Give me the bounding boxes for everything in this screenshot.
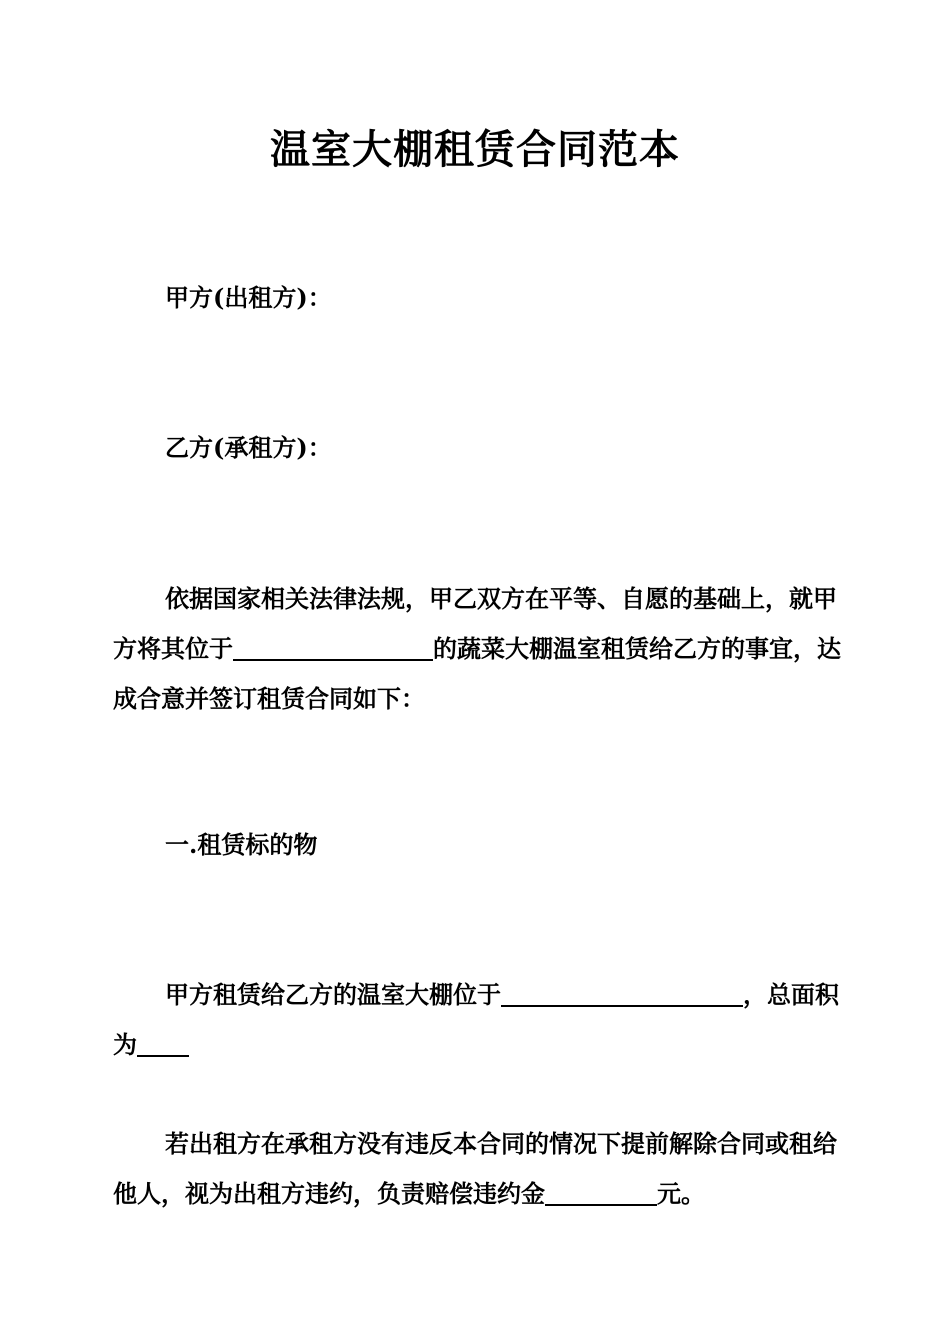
party-a-label: 甲方(出租方)： bbox=[165, 283, 332, 312]
breach-clause-part2: 元。 bbox=[657, 1179, 705, 1208]
location-clause-part1: 甲方租赁给乙方的温室大棚位于 bbox=[165, 980, 501, 1009]
preamble-paragraph bbox=[113, 574, 841, 724]
penalty-amount-blank bbox=[545, 1182, 657, 1206]
area-blank bbox=[137, 1033, 189, 1057]
preamble-text-part1: 依据国家相关法律法规，甲乙双方在平等、自愿的基础上，就甲方将其位于 bbox=[113, 584, 837, 663]
document-title: 温室大棚租赁合同范本 bbox=[270, 126, 680, 173]
location-blank-line bbox=[233, 637, 433, 661]
section-heading bbox=[113, 820, 841, 870]
section1-heading-text: 一.租赁标的物 bbox=[165, 830, 318, 859]
breach-clause-paragraph bbox=[113, 1119, 841, 1219]
party-b-label: 乙方(承租方)： bbox=[165, 433, 332, 462]
location-clause-paragraph bbox=[113, 970, 841, 1070]
preamble-text-part2: 的蔬菜大棚温室租赁给乙方的事宜，达成合意并签订租赁合同如下： bbox=[113, 634, 841, 713]
party-a-line bbox=[113, 273, 841, 323]
greenhouse-location-blank bbox=[501, 983, 743, 1007]
breach-clause-part1: 若出租方在承租方没有违反本合同的情况下提前解除合同或租给他人，视为出租方违约，负责赔偿违约金 bbox=[113, 1129, 837, 1208]
party-b-line bbox=[113, 423, 841, 473]
location-clause-part2: ，总面积为 bbox=[113, 980, 839, 1059]
